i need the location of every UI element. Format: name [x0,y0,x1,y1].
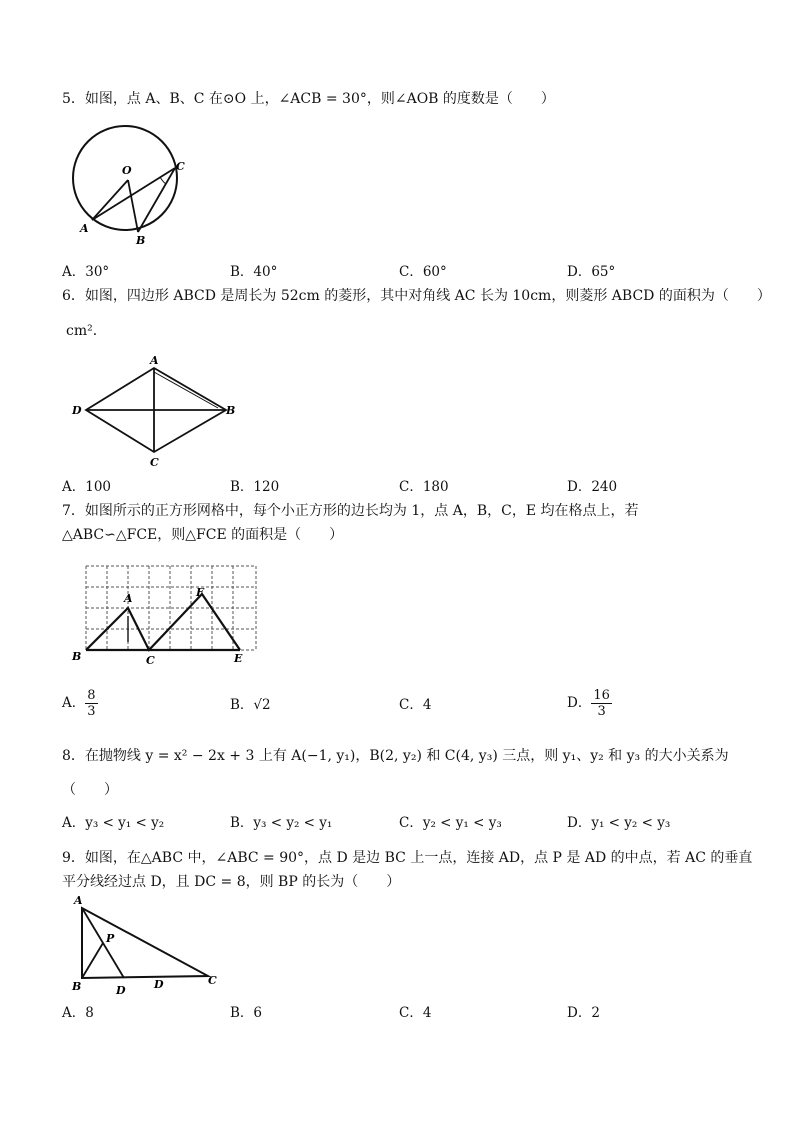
label-o: O [122,164,132,177]
q9-option-b: B．6 [230,1005,263,1021]
label-b: B [72,980,82,993]
q7-text-line2: △ABC∽△FCE，则△FCE 的面积是（ ） [62,527,344,543]
q6-rhombus-figure [68,350,243,470]
q8-text-line2: （ ） [62,782,118,798]
q5-option-b: B．40° [230,264,278,280]
q8-text-line1: 8．在抛物线 y = x² − 2x + 3 上有 A(−1, y₁)，B(2, y₂) 和 C(4, y₃) 三点，则 y₁、y₂ 和 y₃ 的大小关系为 [62,748,729,764]
q6-option-c: C．180 [399,479,449,495]
label-b: B [136,234,146,247]
circle-o [73,126,177,230]
q8-option-c: C．y₂ < y₁ < y₃ [399,815,502,831]
q6-option-d: D．240 [567,479,618,495]
q6-option-a: A．100 [62,479,112,495]
q5-option-c: C．60° [399,264,447,280]
q7-option-b: B．√2 [230,697,271,713]
label-d: D [72,404,82,417]
q6-text-line2: cm²． [66,323,107,339]
q6-option-b: B．120 [230,479,280,495]
label-b: B [226,404,236,417]
label-c: C [176,160,185,173]
q9-triangle-figure [66,892,226,1002]
q9-text-line1: 9．如图，在△ABC 中，∠ABC = 90°，点 D 是边 BC 上一点，连接 AD，点 P 是 AD 的中点，若 AC 的垂直 [62,850,753,866]
q8-option-d: D．y₁ < y₂ < y₃ [567,815,671,831]
q5-text: 5．如图，点 A、B、C 在⊙O 上，∠ACB = 30°，则∠AOB 的度数是（ ） [62,91,555,107]
q7-option-a: A． $\frac{8}{3}$ [62,688,96,719]
q7-text-line1: 7．如图所示的正方形网格中，每个小正方形的边长均为 1，点 A，B，C，E 均在格点上，若 [62,503,639,519]
q8-option-b: B．y₃ < y₂ < y₁ [230,815,333,831]
q7-grid-figure [66,558,266,668]
q7-option-d: D． $\frac{16}{3}$ [567,688,610,719]
label-c: C [146,654,155,667]
label-a: A [80,222,89,235]
label-c: C [150,456,159,469]
label-d-secondary: D [154,978,164,991]
q9-option-c: C．4 [399,1005,432,1021]
q5-option-d: D．65° [567,264,616,280]
label-c: C [208,974,217,987]
q9-option-a: A．8 [62,1005,94,1021]
q9-text-line2: 平分线经过点 D，且 DC = 8，则 BP 的长为（ ） [62,874,401,890]
q6-text-line1: 6．如图，四边形 ABCD 是周长为 52cm 的菱形，其中对角线 AC 长为 10cm，则菱形 ABCD 的面积为（ ） [62,288,771,304]
q9-option-d: D．2 [567,1005,600,1021]
label-a: A [124,592,133,605]
q5-option-a: A．30° [62,264,110,280]
label-b: B [72,650,82,663]
label-a: A [150,354,159,367]
label-d: D [116,984,126,997]
label-p: P [106,932,115,945]
q8-option-a: A．y₃ < y₁ < y₂ [62,815,165,831]
label-a: A [74,894,83,907]
label-e: E [234,652,243,665]
q7-option-c: C．4 [399,697,432,713]
q5-circle-figure [70,120,190,250]
label-f: F [196,586,204,599]
